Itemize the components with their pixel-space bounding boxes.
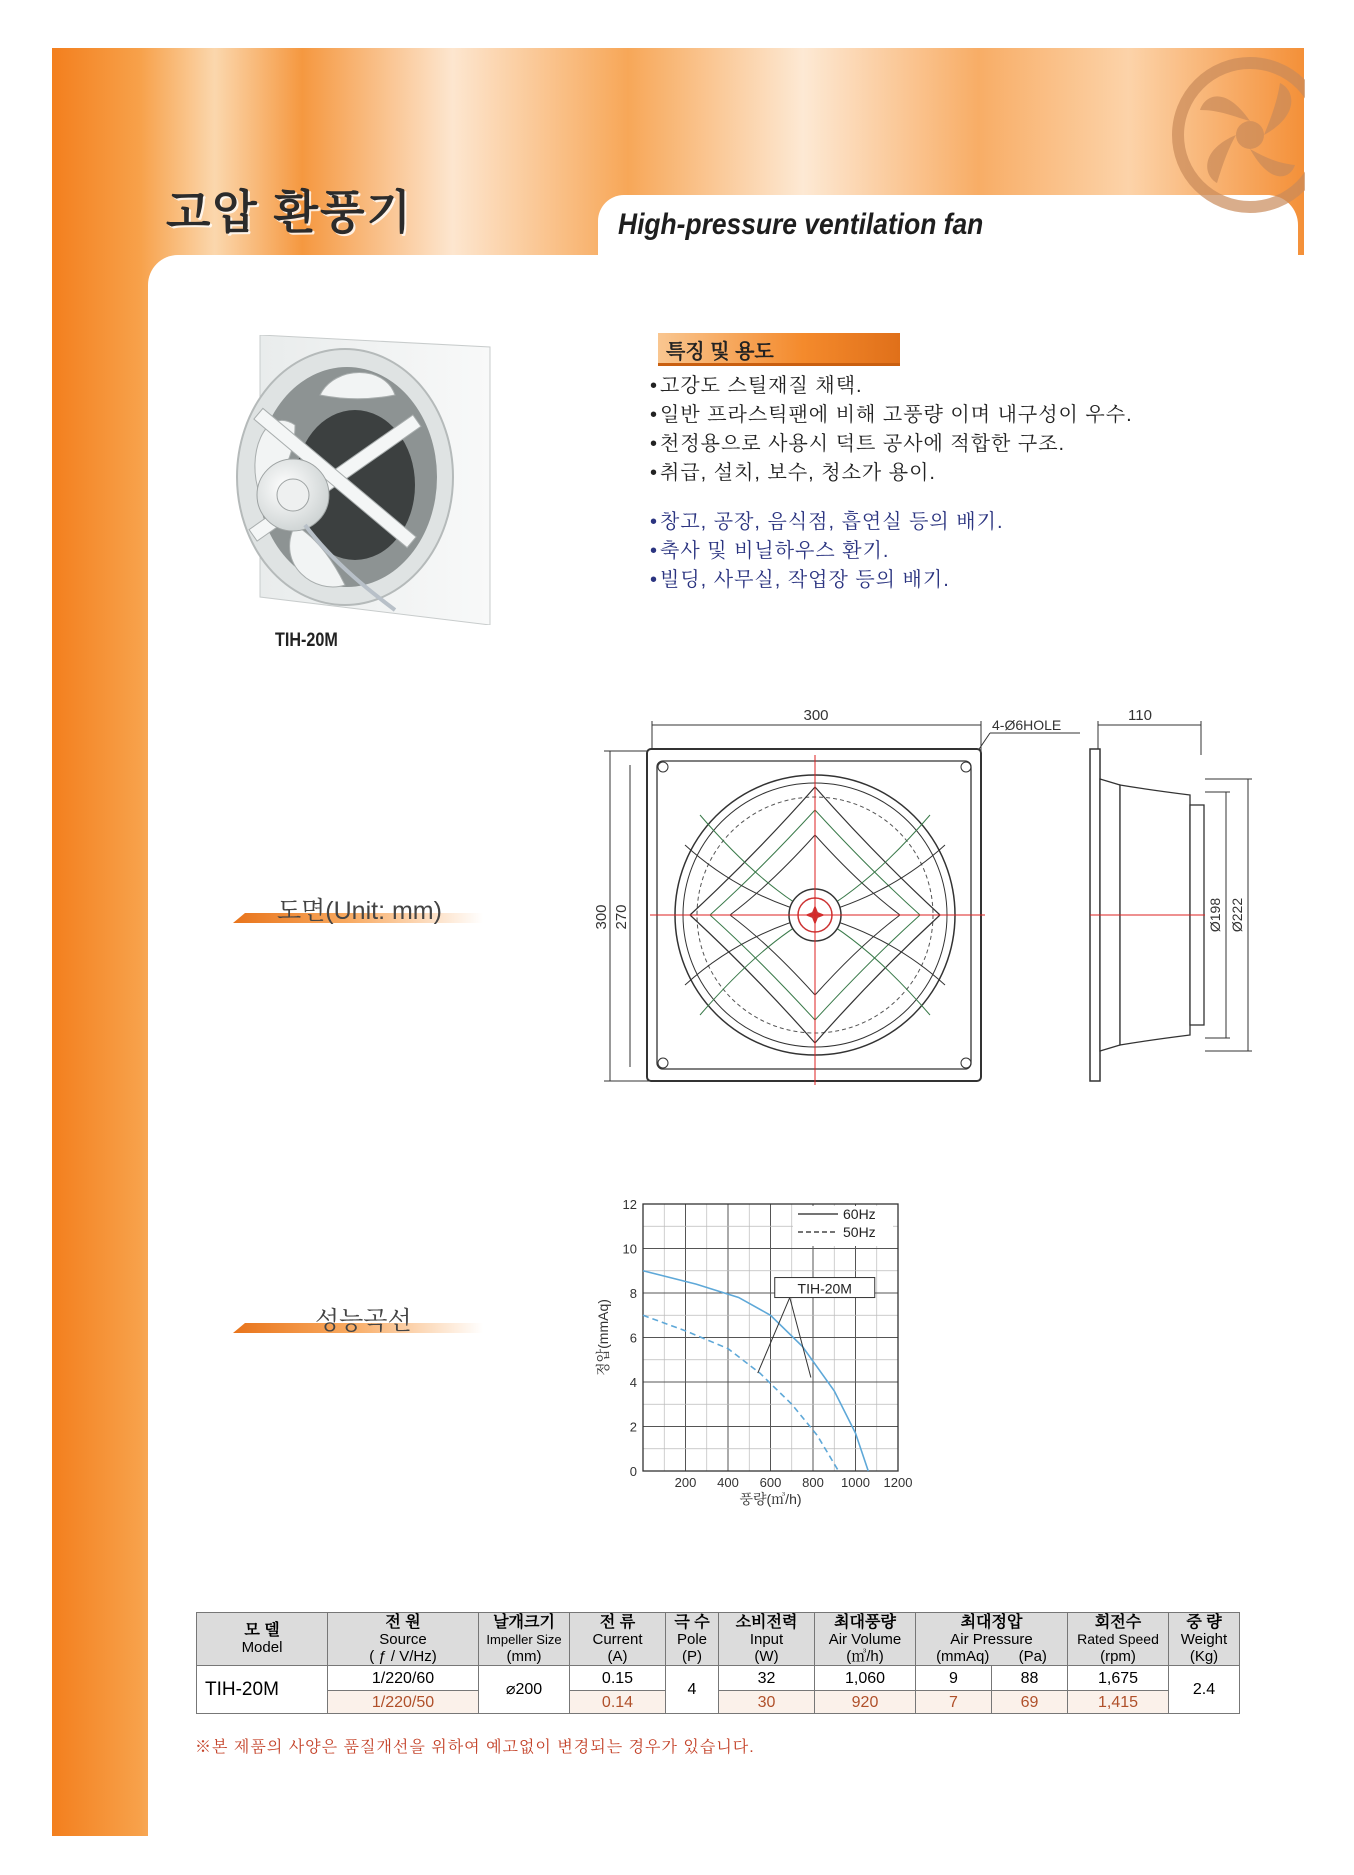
cell-rpm-60: 1,675: [1068, 1666, 1169, 1691]
x-tick-label: 1000: [841, 1475, 870, 1490]
y-tick-label: 12: [622, 1197, 637, 1212]
table-header-row: [197, 1613, 1240, 1666]
cell-model: TIH-20M: [197, 1666, 328, 1714]
features-heading-text: 특징 및 용도: [666, 341, 774, 363]
drawing-label-text: 도면(Unit: mm): [277, 897, 442, 925]
cell-mmaq-50: 7: [916, 1691, 992, 1714]
dim-inner: 270: [613, 904, 630, 930]
cell-current-50: 0.14: [570, 1691, 666, 1714]
fan-logo-icon: [1165, 55, 1305, 255]
cell-input-50: 30: [719, 1691, 815, 1714]
x-tick-label: 800: [802, 1475, 824, 1490]
y-tick-label: 10: [622, 1241, 637, 1257]
legend-label: 50Hz: [843, 1224, 876, 1240]
feature-item: • 취급, 설치, 보수, 청소가 용이.: [650, 459, 1133, 488]
feature-item: • 고강도 스틸재질 채택.: [650, 372, 1133, 401]
page-title-en: High-pressure ventilation fan: [618, 208, 984, 241]
cell-impeller: ⌀200: [479, 1666, 570, 1714]
header-pole: 극 수 Pole (P): [666, 1613, 719, 1666]
cell-input-60: 32: [719, 1666, 815, 1691]
table-row: [197, 1666, 1240, 1691]
series-line: [643, 1315, 839, 1471]
feature-item: • 천정용으로 사용시 덕트 공사에 적합한 구조.: [650, 430, 1133, 459]
legend-label: 60Hz: [843, 1206, 876, 1222]
cell-current-60: 0.15: [570, 1666, 666, 1691]
cell-pa-60: 88: [992, 1666, 1068, 1691]
cell-volume-60: 1,060: [815, 1666, 916, 1691]
cell-pole: 4: [666, 1666, 719, 1714]
page-title-ko: 고압 환풍기: [166, 186, 413, 238]
cell-mmaq-60: 9: [916, 1666, 992, 1691]
header-impeller: 날개크기 Impeller Size (mm): [479, 1613, 570, 1666]
performance-chart: [590, 1182, 990, 1512]
y-tick-label: 0: [629, 1464, 637, 1479]
header-pressure: 최대정압 Air Pressure (mmAq) (Pa): [916, 1613, 1068, 1666]
feature-list: [650, 372, 1133, 488]
cell-volume-50: 920: [815, 1691, 916, 1714]
performance-section-label: [233, 1307, 483, 1335]
use-item: • 창고, 공장, 음식점, 흡연실 등의 배기.: [650, 508, 1004, 537]
use-item: • 빌딩, 사무실, 작업장 등의 배기.: [650, 566, 1004, 595]
header-speed: 회전수 Rated Speed (rpm): [1068, 1613, 1169, 1666]
header-model: 모 델 Model: [197, 1613, 328, 1666]
x-tick-label: 400: [717, 1475, 739, 1490]
dim-width: 300: [803, 707, 829, 724]
header-input: 소비전력 Input (W): [719, 1613, 815, 1666]
disclaimer-note: ※본 제품의 사양은 품질개선을 위하여 예고없이 변경되는 경우가 있습니다.: [195, 1739, 755, 1756]
spec-table: [196, 1612, 1240, 1714]
dim-height: 300: [593, 904, 610, 930]
dim-d1: Ø198: [1207, 897, 1223, 933]
dim-d2: Ø222: [1229, 897, 1245, 933]
use-list: [650, 508, 1004, 595]
drawing-section-label: [233, 897, 483, 925]
x-tick-label: 600: [759, 1475, 782, 1490]
feature-item: • 일반 프라스틱팬에 비해 고풍량 이며 내구성이 우수.: [650, 401, 1133, 430]
table-row: [197, 1691, 1240, 1714]
use-item: • 축사 및 비닐하우스 환기.: [650, 537, 1004, 566]
x-tick-label: 1200: [883, 1475, 913, 1490]
product-model-label: TIH-20M: [275, 630, 338, 651]
product-photo: [225, 335, 500, 625]
features-heading: [658, 333, 900, 366]
technical-drawing: [590, 695, 1270, 1095]
header-source: 전 원 Source ( ƒ / V/Hz): [328, 1613, 479, 1666]
y-tick-label: 6: [629, 1330, 637, 1346]
cell-source-50: 1/220/50: [328, 1691, 479, 1714]
cell-pa-50: 69: [992, 1691, 1068, 1714]
header-current: 전 류 Current (A): [570, 1613, 666, 1666]
y-tick-label: 4: [629, 1375, 637, 1390]
x-axis-label: 풍량(㎥/h): [739, 1491, 802, 1507]
dim-hole: 4-Ø6HOLE: [992, 717, 1062, 733]
annotation-label: TIH-20M: [797, 1280, 852, 1297]
dim-depth: 110: [1128, 707, 1152, 724]
cell-rpm-50: 1,415: [1068, 1691, 1169, 1714]
y-tick-label: 8: [629, 1286, 637, 1301]
header-volume: 최대풍량 Air Volume (㎥/h): [815, 1613, 916, 1666]
header-weight: 중 량 Weight (Kg): [1169, 1613, 1240, 1666]
y-tick-label: 2: [629, 1419, 637, 1435]
x-tick-label: 200: [674, 1475, 697, 1490]
annotation-leader: [758, 1298, 790, 1374]
performance-label-text: 성능곡선: [315, 1307, 412, 1335]
cell-source-60: 1/220/60: [328, 1666, 479, 1691]
cell-weight: 2.4: [1169, 1666, 1240, 1714]
y-axis-label: 정압(mmAq): [595, 1299, 611, 1376]
